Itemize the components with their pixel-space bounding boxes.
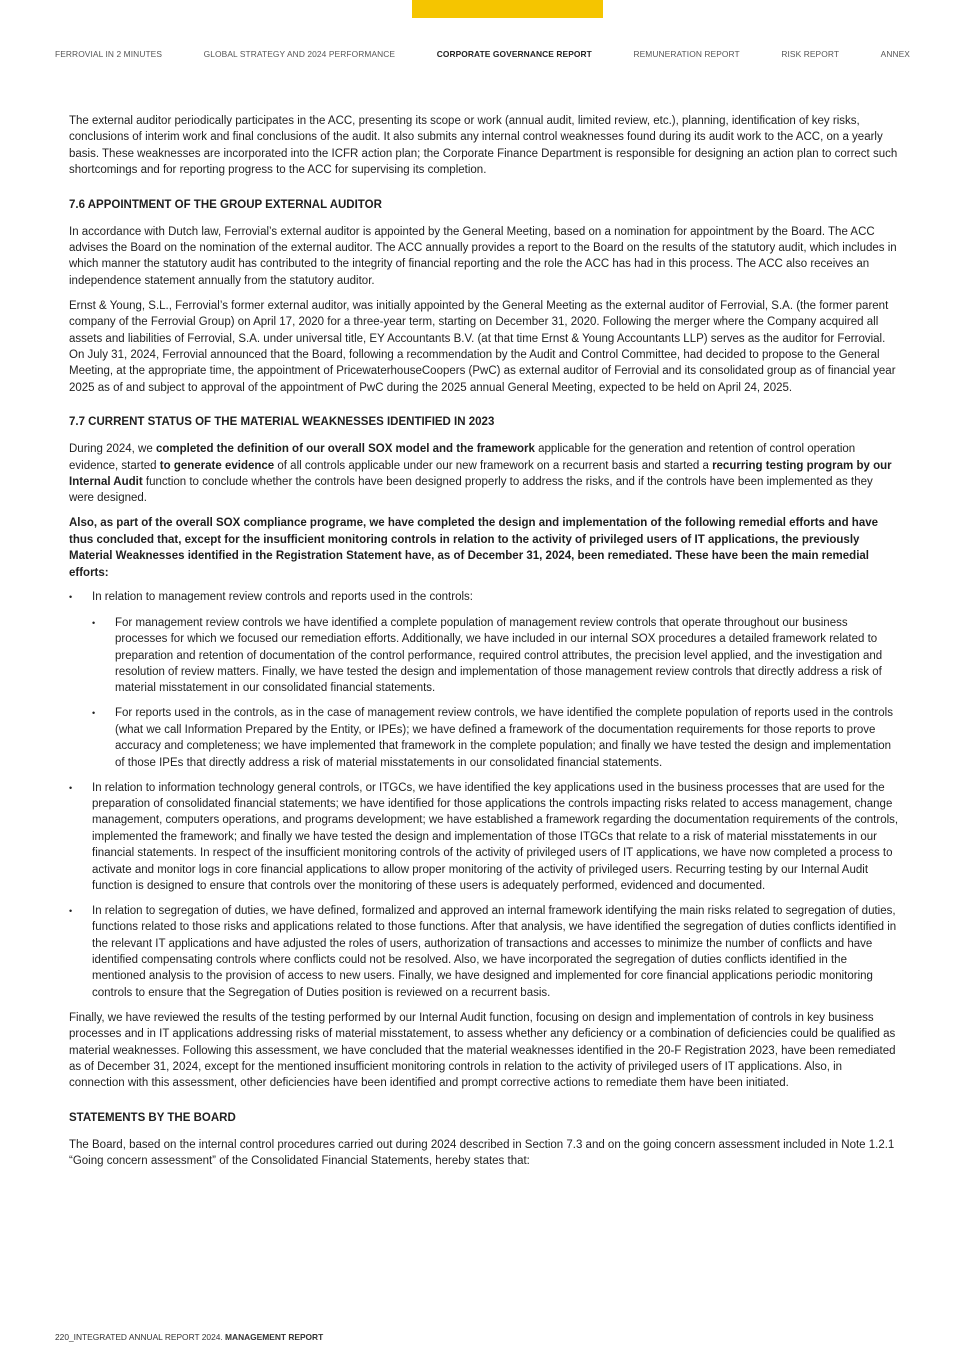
paragraph-board-statement: The Board, based on the internal control procedures carried out during 2024 described in Section 7.3 and on the going concern assessment included in Note 1.2.1 “Going concern assessment” of the Consolidated Financial Statements, hereby states that: [69,1138,895,1168]
list-item-management-review [69,589,899,771]
top-navigation [55,49,910,59]
page-footer [55,1332,323,1342]
paragraph-appointment-dutch-law: In accordance with Dutch law, Ferrovial’s external auditor is appointed by the General Meeting, based on a nomination for appointment by the Board. The ACC advises the Board on the nomination of the external auditor. The ACC annually provides a report to the Board on the results of the statutory audit, which includes in which manner the statutory audit has contributed to the integrity of financial reporting and the role the ACC has had in this process. The ACC also receives an independence statement annually from the statutory auditor. [69,225,897,287]
paragraph-remedial-efforts: Also, as part of the overall SOX compliance programe, we have completed the design and implementation of the following remedial efforts and have thus concluded that, except for the insufficient monitoring controls in relation to the activity of privileged users of IT applications, the previously Material Weaknesses identified in the Registration Statement have, as of December 31, 2024, been remediated. These have been the main remedial efforts: [69,517,879,579]
nav-item-risk-report[interactable]: RISK REPORT [781,49,840,59]
bold-span: to generate evidence [159,459,275,472]
text-span: function to conclude whether the controls have been designed properly to address the risks, and if the controls have been implemented as they were designed. [69,476,873,505]
nav-item-ferrovial-in-2-minutes[interactable]: FERROVIAL IN 2 MINUTES [55,49,163,59]
nav-item-corporate-governance-report[interactable]: CORPORATE GOVERNANCE REPORT [436,49,592,59]
paragraph-ernst-young: Ernst & Young, S.L., Ferrovial’s former external auditor, was initially appointed by the General Meeting as the external auditor of Ferrovial, S.A. (the former parent company of the Ferrovial Group) on April 17, 2020 for a three-year term, starting on December 31, 2020. Following the merger where the Company acquired all assets and liabilities of Ferrovial, S.A. under universal title, EY Accountants B.V. (at that time Ernst & Young Accountants LLP) serves as the auditor for Ferrovial. On July 31, 2024, Ferrovial announced that the Board, following a recommendation by the Audit and Control Committee, had decided to propose to the General Meeting, at the appropriate time, the appointment of PricewaterhouseCoopers (PwC) as external auditor of Ferrovial and its consolidated group as of financial year 2025 as of and subject to approval of the appointment of PwC during the 2025 annual General Meeting, expected to be held on April 24, 2025. [69,299,896,394]
list-item-segregation-of-duties: • In relation to segregation of duties, we have defined, formalized and approved an internal framework identifying the main risks related to segregation of duties, functions related to those risks and applications related to those functions. After that analysis, we have identified the segregation of duties conflicts identified in the relevant IT applications and have adjusted the roles of users, authorization of transactions and accesses to minimize the number of conflicts and have identified compensating controls where conflicts could not be resolved. Also, we have incorporated the segregation of duties conflicts identified in the mentioned analysis to the provision of access to new users. Finally, we have designed and implemented for core financial applications periodic monitoring controls to ensure that the Segregation of Duties position is reviewed on a recurrent basis. [69,903,899,1001]
accent-bar [412,0,603,18]
sub-list [92,615,899,771]
remedial-efforts-list [69,589,899,1001]
paragraph-external-auditor-role: The external auditor periodically participates in the ACC, presenting its scope or work (annual audit, limited review, etc.), planning, identification of key risks, conclusions of interim work and final conclusions of the audit. It also submits any internal control weaknesses found during its audit work to the ACC, on a yearly basis. These weaknesses are incorporated into the ICFR action plan; the Corporate Finance Department is responsible for designing an action plan to correct such shortcomings and for reporting progress to the ACC for supervising its completion. [69,115,898,177]
text-span: applicable for the generation and retention of control operation evidence, started [69,443,856,472]
paragraph-final-review: Finally, we have reviewed the results of the testing performed by our Internal Audit function, focusing on design and implementation of controls in key business processes and in IT applications addressing risks of material misstatement, to assess whether any deficiency or a combination of deficiencies could be qualified as material weaknesses. Following this assessment, we have concluded that the material weaknesses identified in the 20-F Registration 2023, have been remediated as of December 31, 2024, except for the mentioned insufficient monitoring controls in relation to the activity of privileged users of IT applications. Also, in connection with this assessment, other deficiencies have been identified and prompt corrective actions to remediate them have been initiated. [69,1011,896,1090]
text-span: During 2024, we [69,443,156,456]
list-item-text: In relation to management review controls and reports used in the controls: [92,591,473,604]
nav-item-remuneration-report[interactable]: REMUNERATION REPORT [633,49,740,59]
bold-span: completed the definition of our overall SOX model and the framework [155,443,535,456]
bold-span: recurring testing program by our Internal Audit [69,459,892,488]
nav-item-annex[interactable]: ANNEX [880,49,910,59]
list-item-itgcs: • In relation to information technology general controls, or ITGCs, we have identified the key applications used in the business processes that are used for the preparation of consolidated financial statements; we have identified for those applications the controls impacting risks related to access management, change management, computers operations, and programs development; we have established a framework regarding the documentation requirements of the controls, implemented the framework; and finally we have tested the design and implementation of those ITGCs that relate to a risk of material misstatements in our financial statements. In respect of the insufficient monitoring controls of the activity of privileged users of IT applications, we have now completed a process to activate and monitor logs in core financial applications to allow proper monitoring of the activity of privileged users. Recurring testing by our Internal Audit function is designed to ensure that controls over the monitoring of these users is adequately performed, evidenced and documented. [69,780,899,895]
section-heading-7-7: 7.7 CURRENT STATUS OF THE MATERIAL WEAKNESSES IDENTIFIED IN 2023 [69,416,495,429]
footer-page-label: 220_INTEGRATED ANNUAL REPORT 2024. [55,1332,223,1342]
sub-list-item-reports-ipes: • For reports used in the controls, as in the case of management review controls, we have identified the complete population of reports used in the controls (what we call Information Prepared by the Entity, or IPEs); we have defined a framework of the documentation requirements for those reports to prove accuracy and completeness; we have implemented that framework in the complete population; and finally we have tested the design and implementation of those IPEs that directly address a risk of material misstatements in our consolidated financial statements. [92,705,899,771]
main-content [69,113,899,1178]
text-span: of all controls applicable under our new framework on a recurrent basis and started a [274,459,713,472]
footer-section-label: MANAGEMENT REPORT [222,1332,324,1342]
nav-item-global-strategy[interactable]: GLOBAL STRATEGY AND 2024 PERFORMANCE [203,49,396,59]
section-heading-7-6: 7.6 APPOINTMENT OF THE GROUP EXTERNAL AUDITOR [69,198,382,211]
section-heading-statements-by-board: STATEMENTS BY THE BOARD [69,1111,236,1124]
sub-list-item-review-controls: • For management review controls we have identified a complete population of management review controls that operate throughout our business processes for which we focused our remediation efforts. Additionally, we have included in our internal SOX procedures a detailed framework related to preparation and retention of documentation of the control performance, required control attributes, the precision level applied, and the investigation and resolution of review matters. Finally, we have tested the design and implementation of those management review controls that directly address a risk of material misstatement in our consolidated financial statements. [92,615,899,697]
paragraph-sox-model [69,441,899,507]
